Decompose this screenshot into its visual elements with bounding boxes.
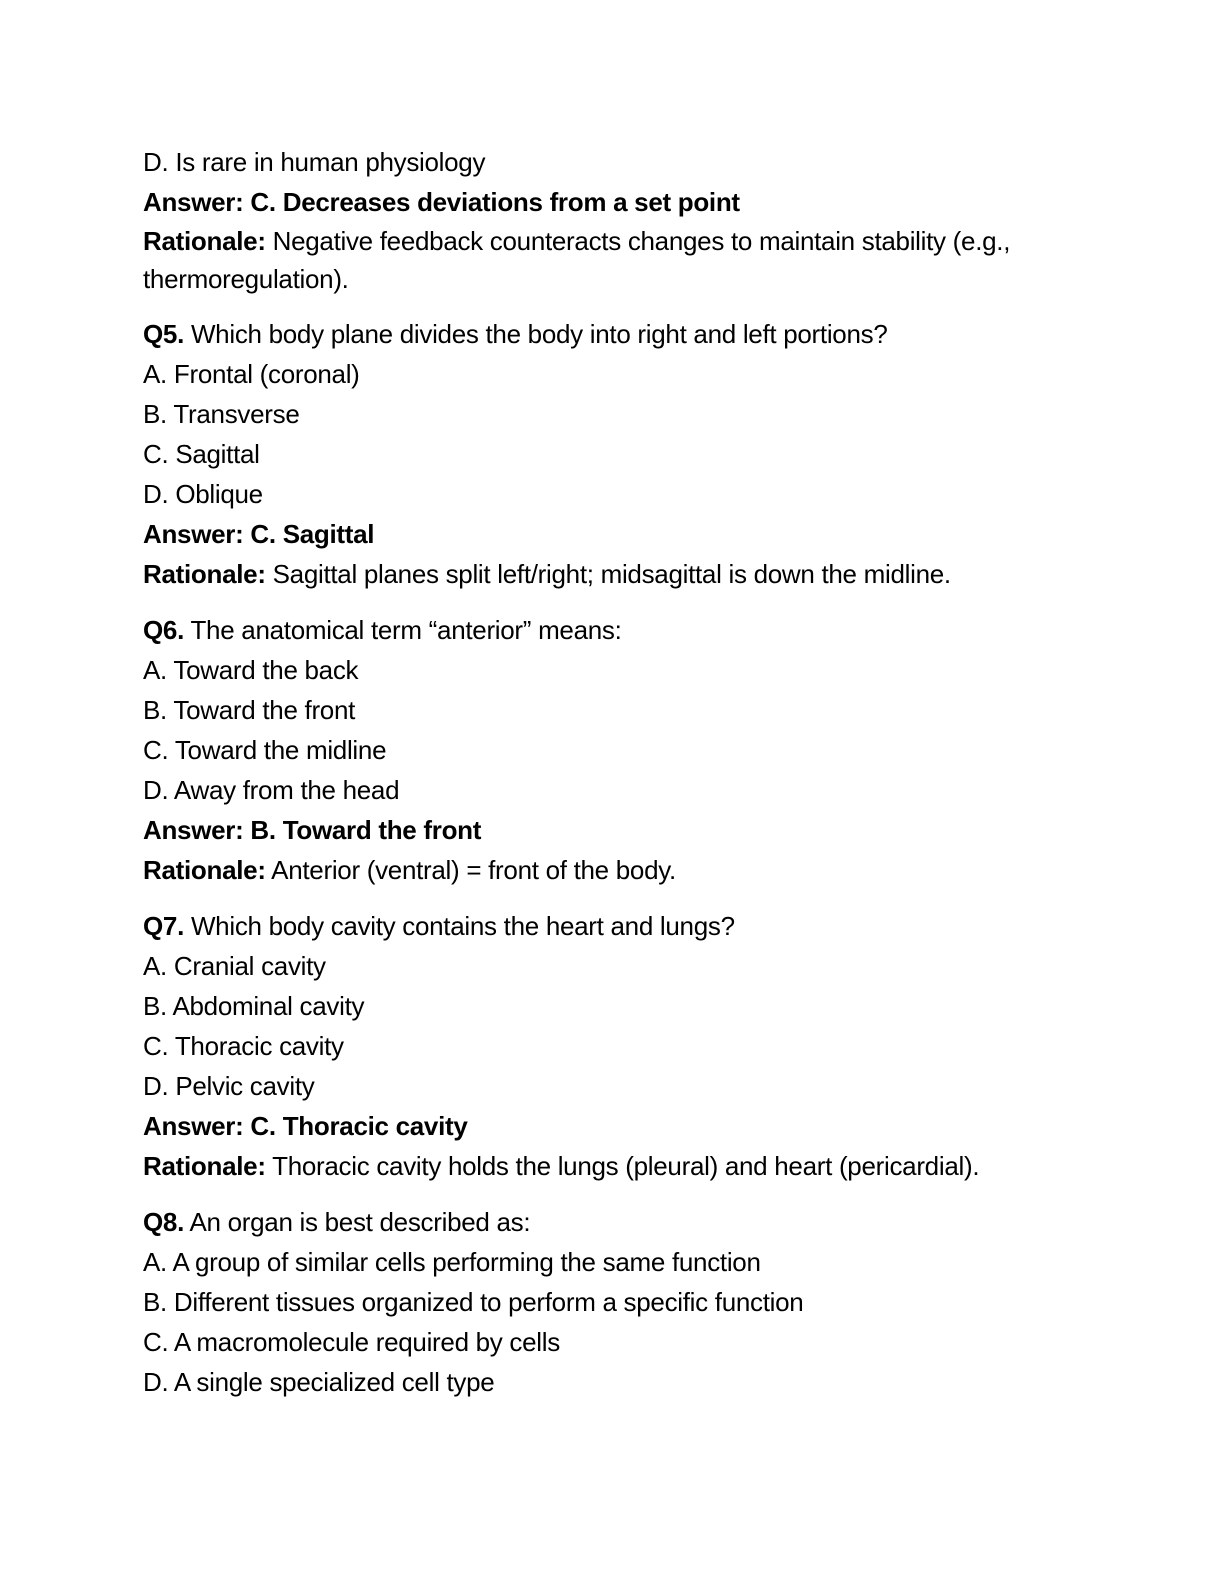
question-q6 — [143, 610, 1103, 890]
answer-line: Answer: B. Toward the front — [143, 815, 482, 845]
carryover-block — [143, 142, 1103, 298]
answer-line: Answer: C. Decreases deviations from a set point — [143, 187, 740, 217]
question-stem: Q5. Which body plane divides the body into right and left portions? — [143, 319, 888, 349]
question-q5 — [143, 314, 1103, 594]
question-q8 — [143, 1202, 1103, 1402]
option-c: C. Sagittal — [143, 439, 260, 469]
question-q7 — [143, 906, 1103, 1186]
rationale-line: Rationale: Negative feedback counteracts changes to maintain stability (e.g., thermoregulation). — [143, 226, 1011, 294]
question-stem: Q6. The anatomical term “anterior” means: — [143, 615, 622, 645]
option-a: A. A group of similar cells performing the same function — [143, 1247, 761, 1277]
option-d: D. Pelvic cavity — [143, 1071, 315, 1101]
option-c: C. Toward the midline — [143, 735, 387, 765]
option-b: B. Different tissues organized to perform a specific function — [143, 1287, 804, 1317]
option-b: B. Transverse — [143, 399, 300, 429]
answer-line: Answer: C. Thoracic cavity — [143, 1111, 468, 1141]
rationale-line: Rationale: Sagittal planes split left/right; midsagittal is down the midline. — [143, 559, 951, 589]
question-stem: Q7. Which body cavity contains the heart and lungs? — [143, 911, 735, 941]
option-c: C. A macromolecule required by cells — [143, 1327, 560, 1357]
option-b: B. Abdominal cavity — [143, 991, 365, 1021]
option-d: D. Is rare in human physiology — [143, 147, 486, 177]
option-c: C. Thoracic cavity — [143, 1031, 344, 1061]
answer-line: Answer: C. Sagittal — [143, 519, 375, 549]
document-page — [143, 142, 1103, 1402]
option-a: A. Frontal (coronal) — [143, 359, 360, 389]
question-stem: Q8. An organ is best described as: — [143, 1207, 531, 1237]
option-a: A. Toward the back — [143, 655, 359, 685]
option-d: D. A single specialized cell type — [143, 1367, 495, 1397]
option-a: A. Cranial cavity — [143, 951, 326, 981]
option-d: D. Oblique — [143, 479, 263, 509]
option-d: D. Away from the head — [143, 775, 400, 805]
option-b: B. Toward the front — [143, 695, 356, 725]
rationale-line: Rationale: Anterior (ventral) = front of the body. — [143, 855, 676, 885]
rationale-line: Rationale: Thoracic cavity holds the lungs (pleural) and heart (pericardial). — [143, 1151, 980, 1181]
